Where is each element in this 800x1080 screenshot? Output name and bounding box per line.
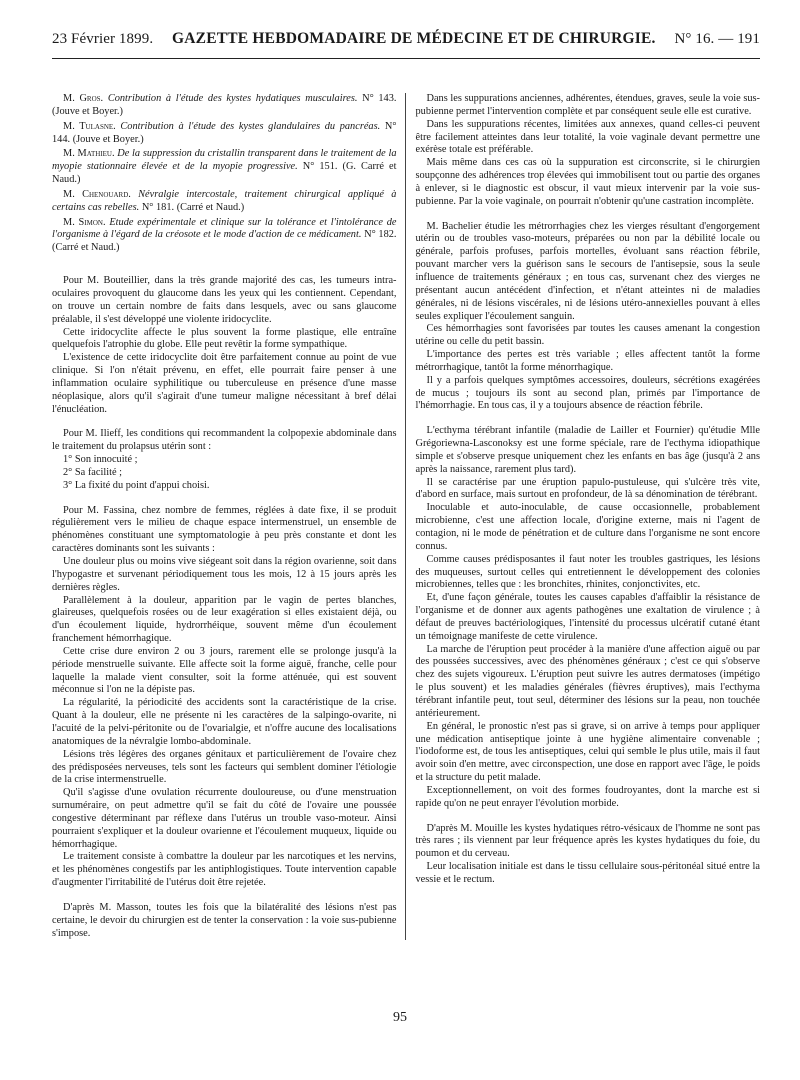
bib-entry: M. Simon. Etude expérimentale et clinique sur la tolérance et l'intolérance de l'organisme à l'égard de la créosote et le mode d'action de ce médicament. N° 182. (Carré et Naud.) bbox=[52, 216, 397, 254]
section-masson: D'après M. Masson, toutes les fois que la bilatéralité des lésions n'est pas certaine, le devoir du chirurgien est de tenter la conservation : la voie sus-pubienne s'impose. bbox=[52, 901, 397, 939]
left-column bbox=[52, 93, 405, 940]
section-bachelier: M. Bachelier étudie les métrorrhagies chez les vierges résultant d'engorgement utérin ou de troubles vaso-moteurs, préparées ou non par la débilité locale ou générale, parfois profuses, parfois mortelles, évoluant sans réaction fébrile, pouvant marcher vers la guérison sans le secours de l'antisepsie, sous la seule influence de traitements généraux ; en tous cas, survenant chez des vierges ne présentant aucun antécédent d'infection, et n'étant atteintes ni de maladies générales, ni de lésions viscérales, ni de lésions utéro-annexielles pouvant à elles seules expliquer l'écoulement sanguin. Ces hémorrhagies sont favorisées par toutes les causes amenant la congestion utérine ou celle du petit bassin. L'importance des pertes est très variable ; elles affectent tantôt la forme métrorrhagique, tantôt la forme ménorrhagique. Il y a parfois quelques symptômes accessoires, douleurs, sécrétions exagérées de mucus ; toujours ils sont au second plan, primés par l'importance de l'hémorrhagie. En tous cas, il y a toujours absence de réaction fébrile. bbox=[415, 220, 760, 412]
section-bouteillier: Pour M. Bouteillier, dans la très grande majorité des cas, les tumeurs intra-oculaires provoquent du glaucome dans les yeux qui les contiennent. Cependant, on trouve un certain nombre de faits dans lesquels, avec ou sans glaucome préalable, il s'est développé une violente iridocyclite. Cette iridocyclite affecte le plus souvent la forme plastique, elle entraîne quelquefois l'atrophie du globe. Elle peut revêtir la forme sympathique. L'existence de cette iridocyclite doit être parfaitement connue au point de vue clinique. Si l'on n'était prévenu, en effet, elle pourrait faire penser à une inflammation oculaire syphilitique ou tuberculeuse en présence d'une masse néoplasique, alors qu'il s'agirait d'une tumeur maligne nécessitant à bref délai l'énucléation. bbox=[52, 275, 397, 415]
two-column-body bbox=[52, 93, 760, 940]
journal-title: GAZETTE HEBDOMADAIRE DE MÉDECINE ET DE CHIRURGIE. bbox=[172, 30, 656, 47]
section-suppurations: Dans les suppurations anciennes, adhérentes, étendues, graves, seule la voie sus-pubienne permet l'intervention complète et par conséquent seule elle est curative. Dans les suppurations récentes, limitées aux annexes, quand celles-ci peuvent être facilement atteintes dans leur totalité, la voie vaginale devant permettre une exérèse totale est préférable. Mais même dans ces cas où la suppuration est circonscrite, si le chirurgien soupçonne des adhérences trop élevées qui immobilisent tout ou partie des organes à enlever, si le diagnostic est obscur, il vaut mieux intervenir par la voie sus-pubienne. Par la voie vaginale, on pourrait n'obtenir qu'une castration incomplète. bbox=[415, 93, 760, 207]
bibliography-list bbox=[52, 93, 397, 255]
bib-entry: M. Gros. Contribution à l'étude des kystes hydatiques musculaires. N° 143. (Jouve et Boyer.) bbox=[52, 93, 397, 117]
bib-entry: M. Chenouard. Névralgie intercostale, traitement chirurgical appliqué à certains cas rebelles. N° 181. (Carré et Naud.) bbox=[52, 188, 397, 213]
section-ecthyma: L'ecthyma térébrant infantile (maladie de Lailler et Fournier) qu'étudie Mlle Grégoriewna-Lasconoksy est une forme spéciale, rare de l'ecthyma idiopathique simple et s'observe presque uniquement chez les enfants en bas âge (jusqu'à 2 ans après la naissance, rarement plus tard). Il se caractérise par une éruption papulo-pustuleuse, qui s'ulcère très vite, d'abord en surface, mais surtout en profondeur, de là sa dénomination de térébrant. Inoculable et auto-inoculable, de cause occasionnelle, probablement microbienne, c'est une affection locale, d'origine externe, mais ni l'agent de contagion, ni le mode de pénétration et de culture dans l'organisme ne sont encore connus. Comme causes prédisposantes il faut noter les troubles gastriques, les lésions des muqueuses, surtout celles qui entretiennent le développement des colonies microbiennes, telles que : les bronchites, rhinites, conjonctivites, etc. Et, d'une façon générale, toutes les causes capables d'affaiblir la résistance de l'organisme et de donner aux agents pathogènes une exaltation de virulence ; à défaut de preuves bactériologiques, l'intensité du processus ulcératif cutané étant un témoignage manifeste de cette virulence. La marche de l'éruption peut procéder à la manière d'une affection aiguë ou par des poussées successives, avec des phénomènes généraux ; c'est ce qui s'observe chez des sujets vigoureux. L'éruption peut suivre les autres dermatoses (impétigo le plus souvent) et les maladies générales (fièvres éruptives), mais l'ecthyma térébrant infantile peut, tout seul, déterminer des lésions sur la peau, non touchée antérieurement. En général, le pronostic n'est pas si grave, si on arrive à temps pour appliquer une médication antiseptique jointe à une hygiène alimentaire convenable ; l'iodoforme est, de tous les antiseptiques, celui qui semble le plus utile, mais il faut avoir soin d'en mettre, avec circonspection, une dose en rapport avec l'âge, le poids et la structure du petit malade. Exceptionnellement, on voit des formes foudroyantes, dont la marche est si rapide qu'on ne peut enrayer l'évolution morbide. bbox=[415, 425, 760, 809]
header-date: 23 Février 1899. bbox=[52, 31, 154, 47]
section-fassina: Pour M. Fassina, chez nombre de femmes, réglées à date fixe, il se produit régulièrement vers le milieu de chaque espace intermenstruel, un ensemble de phénomènes constituant une symptomatologie à peu près constante et dont les caractères dominants sont les suivants : Une douleur plus ou moins vive siégeant soit dans la région ovarienne, soit dans l'hypogastre et survenant périodiquement tous les mois, 12 à 15 jours après les dernières règles. Parallèlement à la douleur, apparition par le vagin de pertes blanches, glaireuses, quelquefois rosées ou de leur exagération si elles existaient déjà, ou d'un écoulement liquide, hydrorrhéique, souvent même d'un écoulement franchement hémorrhagique. Cette crise dure environ 2 ou 3 jours, rarement elle se prolonge jusqu'à la période menstruelle suivante. Elle affecte soit la forme aiguë, franche, celle pour laquelle la malade vient consulter, soit la forme atténuée, qui est souvent méconnue si l'on ne la dépiste pas. La régularité, la périodicité des accidents sont la caractéristique de la crise. Quant à la douleur, elle ne présente ni les caractères de la salpingo-ovarite, ni l'acuité de la pelvi-péritonite ou de l'ovarialgie, et n'offre aucune des localisations anatomiques de la névralgie lombo-abdominale. Lésions très légères des organes génitaux et particulièrement de l'ovaire chez des prédisposées nerveuses, tels sont les facteurs qui semblent dominer l'étiologie de la crise intermenstruelle. Qu'il s'agisse d'une ovulation récurrente douloureuse, ou d'une menstruation surnuméraire, on peut admettre qu'il se fait du côté de l'ovaire une poussée congestive déterminant par réflexe dans l'utérus un trouble vaso-moteur. Ainsi pourraient s'expliquer et la douleur ovarienne et l'écoulement muqueux, liquide ou hémorrhagique. Le traitement consiste à combattre la douleur par les narcotiques et les nervins, et les phénomènes congestifs par les antiphlogistiques. Toute intervention capable d'augmenter l'irritabilité de l'utérus doit être rejetée. bbox=[52, 504, 397, 889]
page-folio: 95 bbox=[393, 1010, 407, 1025]
section-ilieff: Pour M. Ilieff, les conditions qui recommandent la colpopexie abdominale dans le traitement du prolapsus utérin sont : 1° Son innocuité ; 2° Sa facilité ; 3° La fixité du point d'appui choisi. bbox=[52, 428, 397, 491]
issue-page-number: N° 16. — 191 bbox=[674, 31, 760, 47]
right-column bbox=[405, 93, 761, 940]
running-header bbox=[52, 30, 760, 59]
bib-entry: M. Tulasne. Contribution à l'étude des kystes glandulaires du pancréas. N° 144. (Jouve et Boyer.) bbox=[52, 120, 397, 145]
section-mouille: D'après M. Mouille les kystes hydatiques rétro-vésicaux de l'homme ne sont pas très rares ; ils viennent par leur fréquence après les kystes hydatiques du foie, du poumon et du cerveau. Leur localisation initiale est dans le tissu cellulaire sous-péritonéal situé entre la vessie et le rectum. bbox=[415, 822, 760, 885]
bib-entry: M. Mathieu. De la suppression du cristallin transparent dans le traitement de la myopie stationnaire élevée et de la myopie progressive. N° 151. (G. Carré et Naud.) bbox=[52, 148, 397, 186]
